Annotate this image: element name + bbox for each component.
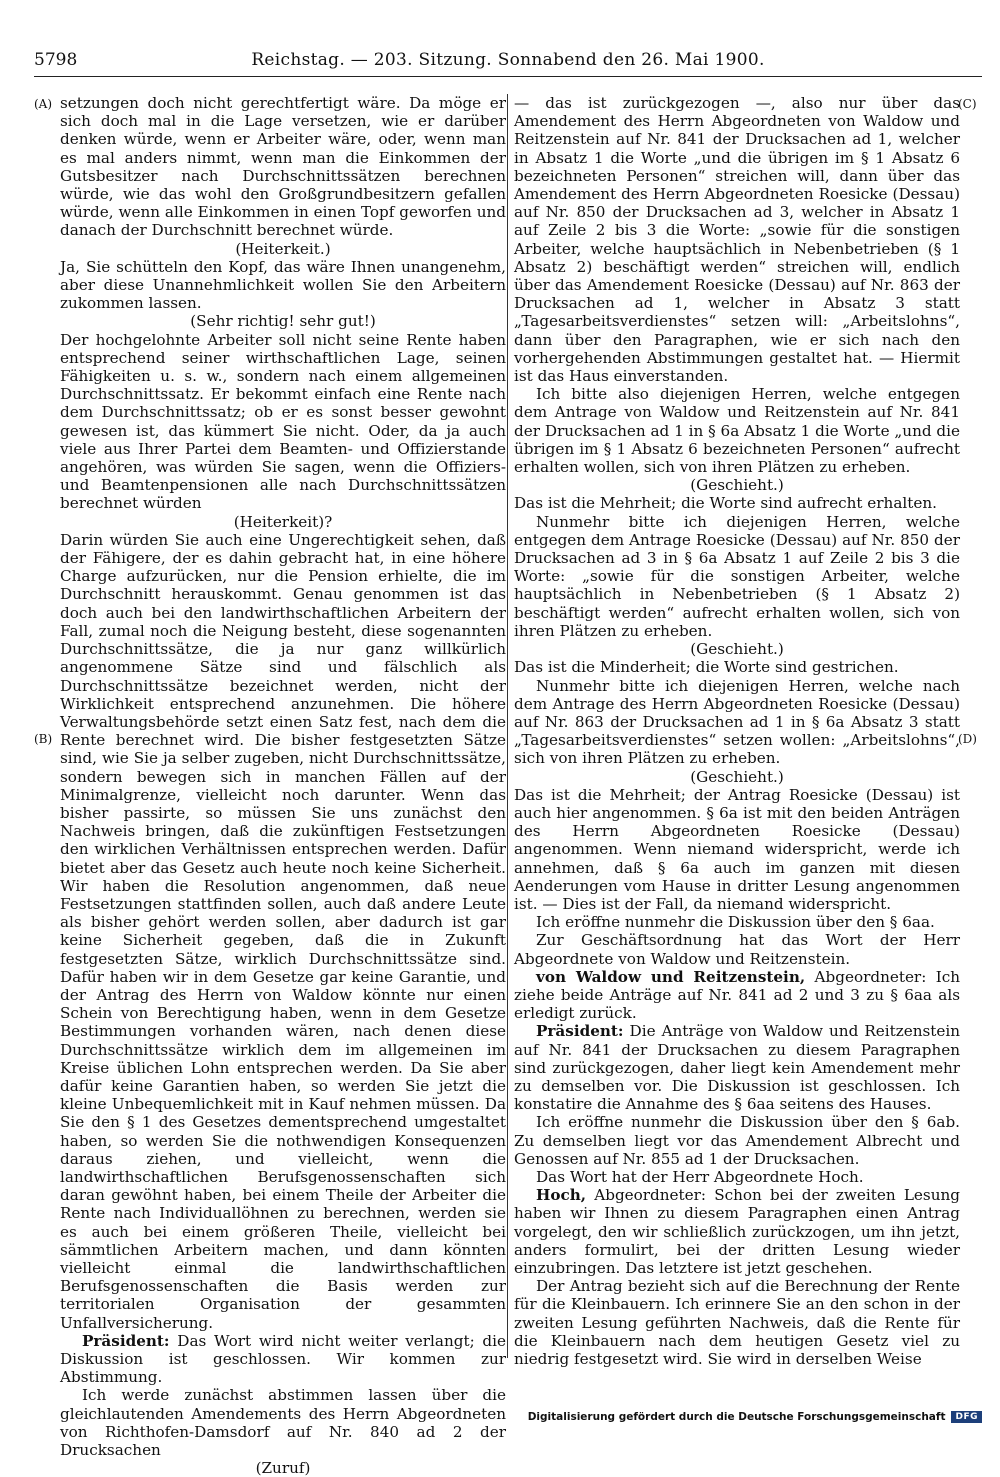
paragraph xyxy=(514,494,960,512)
paragraph xyxy=(60,240,506,258)
paragraph xyxy=(514,513,960,640)
paragraph xyxy=(514,913,960,931)
left-column xyxy=(60,94,506,1477)
paragraph-text: (Sehr richtig! sehr gut!) xyxy=(190,312,376,331)
paragraph-text: — das ist zurückgezogen —, also nur über das Amendement des Herrn Abgeordneten von Waldow und Reitzenstein auf Nr. 841 der Drucksachen ad 1, welcher in Absatz 1 die Worte „und die übrigen im § 1 Absatz 6 bezeichneten Personen“ streichen will, dann über das Amendement des Herrn Abgeordneten Roesicke (Dessau) auf Nr. 850 der Drucksachen ad 3, welcher in Absatz 1 auf Zeile 2 bis 3 die Worte: „sowie für die sonstigen Arbeiter, welche hauptsächlich in Nebenbetrieben (§ 1 Absatz 2) beschäftigt werden“ streichen will, endlich über das Amendement Roesicke (Dessau) auf Nr. 863 der Drucksachen ad 1, welcher in Absatz 3 statt „Tagesarbeitsverdienstes“ setzen will: „Arbeitslohns“, dann über den Paragraphen, wie er sich nach den vorhergehenden Abstimmungen gestaltet hat. — Hiermit ist das Haus einverstanden. xyxy=(514,94,960,386)
footer-credit xyxy=(528,1411,982,1423)
paragraph xyxy=(514,385,960,476)
paragraph-text: Die Anträge von Waldow und Reitzenstein auf Nr. 841 der Drucksachen zu diesem Paragraphen sind zurückgezogen, daher liegt kein Amendement mehr zu demselben vor. Die Diskussion ist geschlossen. Ich konstatire die Annahme des § 6aa seitens des Hauses. xyxy=(514,1022,960,1114)
header-rule xyxy=(34,76,982,77)
running-title: Reichstag. — 203. Sitzung. Sonnabend den 26. Mai 1900. xyxy=(251,50,765,70)
paragraph-text: Das ist die Minderheit; die Worte sind gestrichen. xyxy=(514,658,899,677)
paragraph xyxy=(60,513,506,531)
paragraph-text: (Geschieht.) xyxy=(690,767,784,786)
paragraph-text: Ich eröffne nunmehr die Diskussion über den § 6aa. xyxy=(536,913,935,932)
paragraph-text: Ich werde zunächst abstimmen lassen über die gleichlautenden Amendements des Herrn Abgeordneten von Richthofen-Damsdorf auf Nr. 840 ad 2 der Drucksachen xyxy=(60,1386,506,1460)
paragraph xyxy=(514,968,960,1023)
right-column xyxy=(514,94,960,1368)
footer-credit-text: Digitalisierung gefördert durch die Deutsche Forschungsgemeinschaft xyxy=(527,1411,946,1423)
speaker-name: Präsident: xyxy=(536,1022,624,1041)
paragraph xyxy=(514,1168,960,1186)
margin-marker-a: (A) xyxy=(34,97,53,111)
paragraph xyxy=(60,94,506,240)
paragraph xyxy=(60,1459,506,1477)
paragraph xyxy=(514,768,960,786)
paragraph-text: Der hochgelohnte Arbeiter soll nicht seine Rente haben entsprechend seiner wirthschaftlichen Lage, seinen Fähigkeiten u. s. w., sondern nach einem allgemeinen Durchschnittssatz. Er bekommt einfach eine Rente nach dem Durchschnittssatz; ob er es sonst besser gewohnt gewesen ist, das kümmert Sie nicht. Oder, da ja auch viele aus Ihrer Partei dem Beamten- und Offizierstande angehören, was würden Sie sagen, wenn die Offiziers- und Beamtenpensionen alle nach Durchschnittssätzen berechnet würden xyxy=(60,330,506,513)
paragraph xyxy=(514,1186,960,1277)
paragraph-text: (Geschieht.) xyxy=(690,476,784,495)
paragraph-text: Abgeordneter: Ich ziehe beide Anträge auf Nr. 841 ad 2 und 3 zu § 6aa als erledigt zurück. xyxy=(514,967,960,1023)
paragraph-text: Das ist die Mehrheit; die Worte sind aufrecht erhalten. xyxy=(514,494,937,513)
paragraph-text: (Zuruf) xyxy=(255,1459,311,1477)
paragraph xyxy=(514,931,960,967)
page-header xyxy=(34,50,982,74)
paragraph-text: Ich eröffne nunmehr die Diskussion über den § 6ab. Zu demselben liegt vor das Amendement Albrecht und Genossen auf Nr. 855 ad 1 der Drucksachen. xyxy=(514,1113,960,1168)
paragraph xyxy=(514,640,960,658)
speaker-name: Präsident: xyxy=(82,1331,170,1350)
paragraph xyxy=(514,94,960,385)
paragraph xyxy=(514,476,960,494)
paragraph-text: Der Antrag bezieht sich auf die Berechnung der Rente für die Kleinbauern. Ich erinnere Sie an den schon in der zweiten Lesung geführten Nachweis, daß die Rente für die Kleinbauern nach dem heutigen Gesetz viel zu niedrig festgesetzt wird. Sie wird in derselben Weise xyxy=(514,1277,960,1369)
paragraph-text: (Heiterkeit.) xyxy=(235,239,331,258)
paragraph-text: Zur Geschäftsordnung hat das Wort der Herr Abgeordnete von Waldow und Reitzenstein. xyxy=(514,931,960,968)
column-divider xyxy=(507,94,508,1358)
paragraph-text: Das Wort wird nicht weiter verlangt; die Diskussion ist geschlossen. Wir kommen zur Abstimmung. xyxy=(60,1331,506,1387)
dfg-logo: DFG xyxy=(951,1411,982,1423)
paragraph-text: Das Wort hat der Herr Abgeordnete Hoch. xyxy=(536,1167,864,1186)
margin-marker-b: (B) xyxy=(34,732,53,746)
paragraph xyxy=(514,1277,960,1368)
paragraph xyxy=(514,658,960,676)
paragraph-text: Abgeordneter: Schon bei der zweiten Lesung haben wir Ihnen zu diesem Paragraphen einen Antrag vorgelegt, den wir schließlich zurückzogen, um ihn jetzt, anders formulirt, bei der dritten Lesung wieder einzubringen. Das letztere ist jetzt geschehen. xyxy=(514,1186,960,1277)
paragraph-text: Nunmehr bitte ich diejenigen Herren, welche entgegen dem Antrage Roesicke (Dessau) auf Nr. 850 der Drucksachen ad 3 in § 6a Absatz 1 auf Zeile 2 bis 3 die Worte: „sowie für die sonstigen Arbeiter, welche hauptsächlich in Nebenbetrieben (§ 1 Absatz 2) beschäftigt werden“ aufrecht erhalten wollen, sich von ihren Plätzen zu erheben. xyxy=(514,512,960,640)
paragraph xyxy=(514,1022,960,1113)
paragraph-text: (Heiterkeit)? xyxy=(233,512,333,531)
paragraph xyxy=(60,531,506,1332)
paragraph-text: (Geschieht.) xyxy=(690,640,784,659)
paragraph xyxy=(60,1386,506,1459)
paragraph xyxy=(60,1332,506,1387)
paragraph xyxy=(60,312,506,330)
paragraph-text: Das ist die Mehrheit; der Antrag Roesicke (Dessau) ist auch hier angenommen. § 6a ist mit den beiden Anträgen des Herrn Abgeordneten Roesicke (Dessau) angenommen. Wenn niemand widerspricht, werde ich annehmen, daß § 6a auch im ganzen mit diesen Aenderungen vom Hause in dritter Lesung angenommen ist. — Dies ist der Fall, da niemand widerspricht. xyxy=(514,785,960,913)
paragraph-text: Nunmehr bitte ich diejenigen Herren, welche nach dem Antrage des Herrn Abgeordneten Roesicke (Dessau) auf Nr. 863 der Drucksachen ad 1 in § 6a Absatz 3 statt „Tagesarbeitsverdienstes“ setzen wollen: „Arbeitslohns“, sich von ihren Plätzen zu erheben. xyxy=(514,676,960,768)
margin-marker-d: (D) xyxy=(958,732,977,746)
paragraph-text: setzungen doch nicht gerechtfertigt wäre. Da möge er sich doch mal in die Lage versetzen, wie er darüber denken würde, wenn er Arbeiter wäre, oder, wenn man es mal anders nimmt, wenn man die Einkommen der Gutsbesitzer nach Durchschnittssätzen berechnen würde, wie das wohl den Großgrundbesitzern gefallen würde, wenn alle Einkommen in einen Topf geworfen und danach der Durchschnitt berechnet würde. xyxy=(60,94,506,240)
paragraph xyxy=(60,258,506,313)
paragraph-text: Darin würden Sie auch eine Ungerechtigkeit sehen, daß der Fähigere, der es dahin gebracht hat, in eine höhere Charge aufzurücken, nur die Pension erhielte, die im Durchschnitt herauskommt. Genau genommen ist das doch auch bei den landwirthschaftlichen Arbeitern der Fall, zumal noch die Neigung besteht, diese sogenannten Durchschnittssätze, die ja nur ganz willkürlich angenommene Sätze sind und fälschlich als Durchschnittssätze bezeichnet werden, nicht der Wirklichkeit entsprechend anzunehmen. Die höhere Verwaltungsbehörde setzt einen Satz fest, nach dem die Rente berechnet wird. Die bisher festgesetzten Sätze sind, wie Sie ja selber zugeben, nicht Durchschnittssätze, sondern bewegen sich in manchen Fällen auf der Minimalgrenze, vielleicht noch darunter. Wenn das bisher passirte, so müssen Sie uns zunächst den Nachweis bringen, daß die zukünftigen Festsetzungen den wirklichen Verhältnissen entsprechen werden. Dafür bietet aber das Gesetz auch heute noch keine Sicherheit. Wir haben die Resolution angenommen, daß neue Festsetzungen stattfinden sollen, auch daß andere Leute als bisher gehört werden sollen, aber dadurch ist gar keine Sicherheit gegeben, daß die in Zukunft festgesetzten Sätze, wirklich Durchschnittssätze sind. Dafür haben wir in dem Gesetze gar keine Garantie, und der Antrag des Herrn von Waldow könnte nur einen Schein von Berechtigung haben, wenn in dem Gesetze Bestimmungen vorhanden wären, nach denen diese Durchschnittssätze wirklich dem im allgemeinen im Kreise üblichen Lohn entsprechen werden. Da Sie aber dafür keine Garantien haben, so werden Sie jetzt die kleine Unbequemlichkeit mit in Kauf nehmen müssen. Da Sie den § 1 des Gesetzes dementsprechend umgestaltet haben, so werden Sie die nothwendigen Konsequenzen daraus ziehen, und vielleicht, wenn die landwirthschaftlichen Berufsgenossenschaften sich daran gewöhnt haben, bei einem Theile der Arbeiter die Rente nach Individuallöhnen zu berechnen, werden sie es auch bei einem größeren Theile, vielleicht bei sämmtlichen Arbeitern machen, und dann könnten vielleicht einmal die landwirthschaftlichen Berufsgenossenschaften die Basis werden zur territorialen Organisation der gesammten Unfallversicherung. xyxy=(60,530,506,1332)
paragraph xyxy=(514,786,960,913)
paragraph-text: Ja, Sie schütteln den Kopf, das wäre Ihnen unangenehm, aber diese Unannehmlichkeit wollen Sie den Arbeitern zukommen lassen. xyxy=(60,257,506,313)
paragraph xyxy=(514,677,960,768)
speaker-name: von Waldow und Reitzenstein, xyxy=(536,967,806,986)
paragraph-text: Ich bitte also diejenigen Herren, welche entgegen dem Antrage von Waldow und Reitzenstein auf Nr. 841 der Drucksachen ad 1 in § 6a Absatz 1 die Worte „und die übrigen im § 1 Absatz 6 bezeichneten Personen“ aufrecht erhalten wollen, sich von ihren Plätzen zu erheben. xyxy=(514,385,960,477)
page-number: 5798 xyxy=(34,50,78,70)
margin-marker-c: (C) xyxy=(958,97,977,111)
paragraph xyxy=(60,331,506,513)
speaker-name: Hoch, xyxy=(536,1186,587,1205)
paragraph xyxy=(514,1113,960,1168)
